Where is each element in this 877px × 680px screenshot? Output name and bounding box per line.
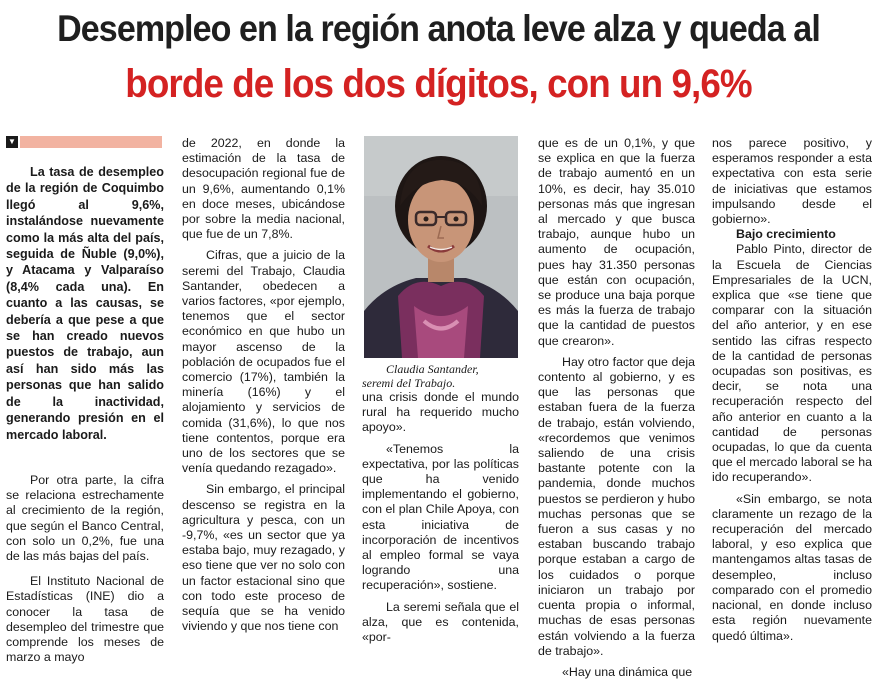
headline-line-1: Desempleo en la región anota leve alza y queda al [57,8,820,49]
column-4 [538,136,695,680]
column-5 [712,136,872,644]
body-paragraph: Hay otro factor que deja contento al gobierno, y es que las personas que estaban fuera de la fuerza de trabajo, están volviendo, «recordemos que venimos saliendo de una crisis bastante potente con la pandemia, donde muchos puestos se perdieron y hubo muchas personas que se fueron a sus casas y no estaban buscando trabajo porque estaban a cargo de los cuidados o porque iniciaron un trabajo por cuenta propia o informal, muchas de esas personas están volviendo a la fuerza de trabajo». [538,354,695,658]
body-paragraph: de 2022, en donde la estimación de la tasa de desocupación regional fue de un 9,6%, aumentando 0,1% en doce meses, ubicándose por sobre la media nacional, que fue de un 7,8%. [182,136,345,242]
body-paragraph: «Sin embargo, se nota claramente un rezago de la recuperación del mercado laboral, y eso explica que mantengamos altas tasas de desempleo, incluso comparado con el promedio nacional, en donde incluso esta región nuevamente quedó última». [712,491,872,643]
headline-line-2: borde de los dos dígitos, con un 9,6% [125,62,752,106]
body-paragraph: «Hay una dinámica que [562,664,693,679]
triangle-down-icon: ▼ [6,136,18,148]
column-3 [362,136,519,645]
body-paragraph: nos parece positivo, y esperamos responder a esta expectativa con esta serie de iniciativas que estamos impulsando desde el gobierno». [712,136,872,227]
body-paragraph: El Instituto Nacional de Estadísticas (INE) dio a conocer la tasa de desempleo del trimestre que comprende los meses de marzo a mayo [6,574,164,665]
photo-caption [362,362,519,390]
body-paragraph: Cifras, que a juicio de la seremi del Trabajo, Claudia Santander, obedecen a varios factores, «por ejemplo, tenemos que el sector económico en que hubo un mayor ascenso de la población de ocupados fue el comercio (17%), también la minería (16%) y el alojamiento y servicios de comida (31,6%), lo que nos tiene contentos, porque era uno de los sectores que se venía quedando rezagado». [182,248,345,476]
body-paragraph: que es de un 0,1%, y que se explica en que la fuerza de trabajo aumentó en un 10%, es decir, hay 35.010 personas más que ingresan al mercado y que busca trabajo, aunque hubo un aumento de ocupación, pues hay 31.350 personas que están con ocupación, se produce una baja porque es más la fuerza de trabajo que la cantidad de puestos que crearon». [538,136,695,348]
portrait-photo [364,136,518,358]
column-1 [6,136,164,665]
body-paragraph: La seremi señala que el alza, que es contenida, «por- [362,599,519,645]
body-paragraph: «Tenemos la expectativa, por las políticas que ha venido implementando el gobierno, con el plan Chile Apoya, con esta iniciativa de incorporación de incentivos al empleo formal se vaya logrando una recuperación», sostiene. [362,441,519,593]
section-bar-fill [20,136,162,148]
subheading: Bajo crecimiento [736,227,836,242]
caption-line-1: Claudia Santander, [386,362,479,376]
body-paragraph: Pablo Pinto, director de la Escuela de Ciencias Empresariales de la UCN, explica que «se tiene que comparar con la situación del año anterior, y en ese sentido las cifras respecto de la cantidad de personas ocupadas son positivas, es decir, se nota una recuperación respecto del año anterior en cuanto a la cantidad de personas ocupadas, lo que da cuenta que el mercado laboral se ha ido recuperando». [712,242,872,485]
portrait-illustration [364,136,518,358]
body-paragraph: una crisis donde el mundo rural ha requerido mucho apoyo». [362,390,519,435]
column-2 [182,136,345,635]
body-paragraph: Sin embargo, el principal descenso se registra en la agricultura y pesca, con un -9,7%, «es un sector que ya estaba bajo, muy rezagado, y eso tiene que ver no solo con un factor estacional sino que con todo este proceso de sequía que se ha venido viviendo y que nos tiene con [182,482,345,634]
section-bar [6,136,164,148]
caption-line-2: seremi del Trabajo. [362,376,456,390]
lead-paragraph: La tasa de desempleo de la región de Coquimbo llegó al 9,6%, instalándose nuevamente como la más alta del país, seguida de Ñuble (9,0%), y Atacama y Valparaíso (8,4% cada una). En cuanto a las causas, se debería a que pese a que se han creado nuevos puestos de trabajo, aun así han sido más las personas que han salido de la inactividad, generando presión en el mercado laboral. [6,165,164,442]
body-paragraph: Por otra parte, la cifra se relaciona estrechamente al crecimiento de la región, que según el Banco Central, con solo un 0,2%, fue una de las más bajas del país. [6,472,164,563]
